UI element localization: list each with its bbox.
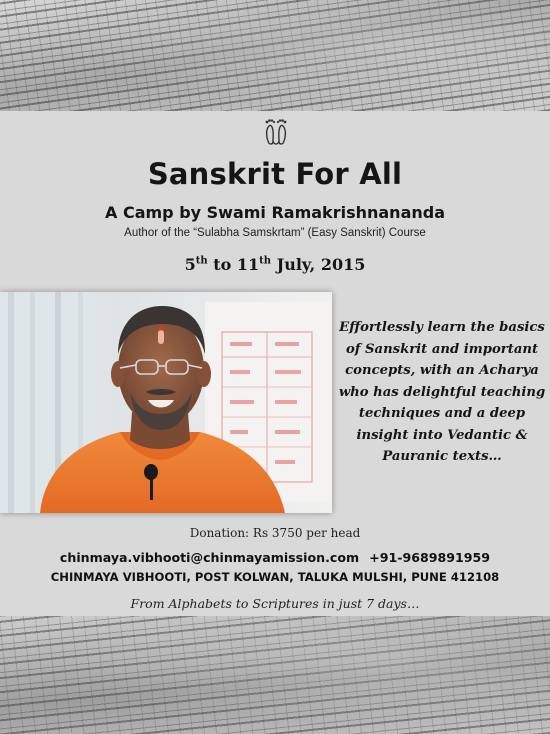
manuscript-image-bottom — [0, 616, 550, 734]
teacher-photo — [0, 292, 332, 513]
tagline: From Alphabets to Scriptures in just 7 days… — [130, 596, 420, 611]
venue-address: CHINMAYA VIBHOOTI, POST KOLWAN, TALUKA MULSHI, PUNE 412108 — [50, 570, 500, 584]
event-dates — [0, 255, 550, 274]
end-day: 11 — [236, 255, 260, 274]
dates-to: to — [213, 255, 232, 274]
end-day-suffix: th — [259, 255, 272, 267]
footprints-icon — [260, 116, 292, 150]
month-year: July, 2015 — [276, 255, 366, 274]
manuscript-image-top — [0, 0, 550, 111]
author-line: Author of the “Sulabha Samskrtam” (Easy Sanskrit) Course — [124, 227, 426, 239]
contact-email[interactable]: chinmaya.vibhooti@chinmayamission.com — [59, 550, 360, 565]
poster-title: Sanskrit For All — [147, 157, 403, 191]
contact-line — [0, 550, 550, 565]
donation-info: Donation: Rs 3750 per head — [189, 526, 361, 540]
course-description: Effortlessly learn the basics of Sanskrit and important concepts, with an Acharya who has delightful teaching techniques and a deep insight into Vedantic & Pauranic texts… — [338, 320, 546, 464]
start-day-suffix: th — [195, 255, 208, 267]
poster-subtitle: A Camp by Swami Ramakrishnananda — [105, 203, 445, 222]
start-day: 5 — [184, 255, 196, 274]
contact-phone[interactable]: +91-9689891959 — [369, 550, 491, 565]
